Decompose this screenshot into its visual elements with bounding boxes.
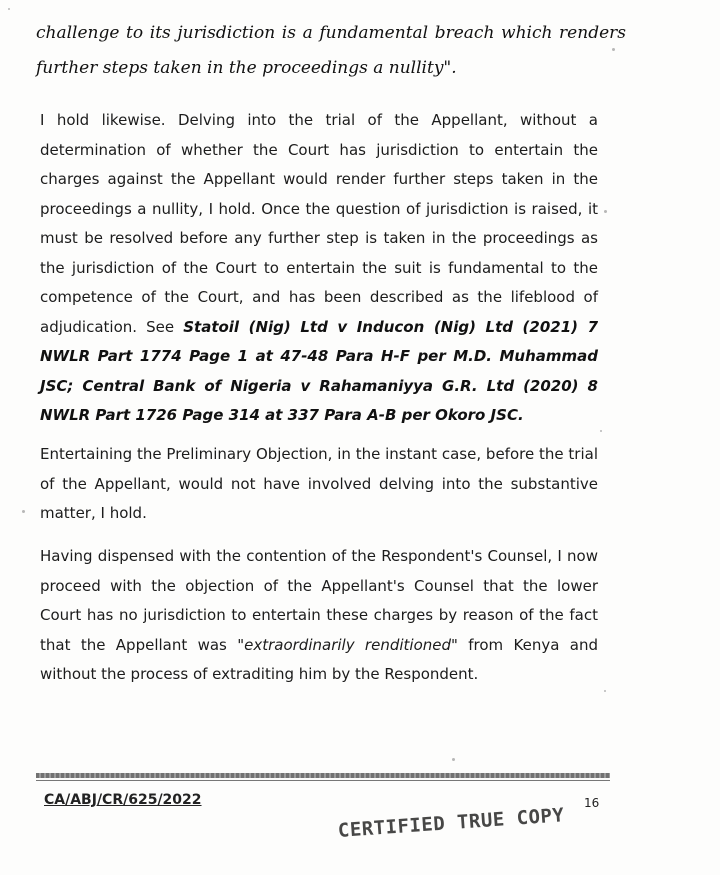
case-number: CA/ABJ/CR/625/2022 [44,792,202,808]
scan-speck [22,510,25,513]
scan-speck [612,48,615,51]
paragraph-text: Entertaining the Preliminary Objection, in the instant case, before the trial of the Appellant, would not have involved delving into the substantive matter, I hold. [40,445,598,522]
scan-speck [8,8,10,10]
quoted-passage: challenge to its jurisdiction is a fundamental breach which renders further steps taken in the proceedings a nullity". [36,23,626,78]
paragraph-extradition-objection [40,542,598,690]
scan-speck [600,430,602,432]
footer-divider-line [36,780,610,781]
paragraph-text: from Kenya and without the process of extraditing him by the Respondent. [40,635,598,683]
paragraph-text: I hold likewise. Delving into the trial of the Appellant, without a determination of whether the Court has jurisdiction to entertain the charges against the Appellant would render further steps taken in the proceedings a nullity, I hold. Once the question of jurisdiction is raised, it must be resolved before any further step is taken in the proceedings as the jurisdiction of the Court to entertain the suit is fundamental to the competence of the Court, and has been described as the lifeblood of adjudication. See [40,111,598,336]
page-number: 16 [584,796,600,810]
scan-speck [604,210,607,213]
scan-speck [452,758,455,761]
scan-speck [604,690,606,692]
paragraph-text: Having dispensed with the contention of the Respondent's Counsel, I now proceed with the objection of the Appellant's Counsel that the lower Court has no jurisdiction to entertain these charges by reason of the fact that the Appellant was [40,547,598,654]
paragraph-jurisdiction-holding [40,106,598,431]
paragraph-preliminary-objection [40,440,598,529]
case-citation: Statoil (Nig) Ltd v Inducon (Nig) Ltd (2021) 7 NWLR Part 1774 Page 1 at 47-48 Para H-F per M.D. Muhammad JSC; Central Bank of Nigeria v Rahamaniyya G.R. Ltd (2020) 8 NWLR Part 1726 Page 314 at 337 Para A-B per Okoro JSC. [40,317,599,424]
footer-divider [36,773,610,778]
quoted-term: "extraordinarily renditioned" [237,635,458,654]
certified-true-copy-stamp: CERTIFIED TRUE COPY [337,804,566,842]
